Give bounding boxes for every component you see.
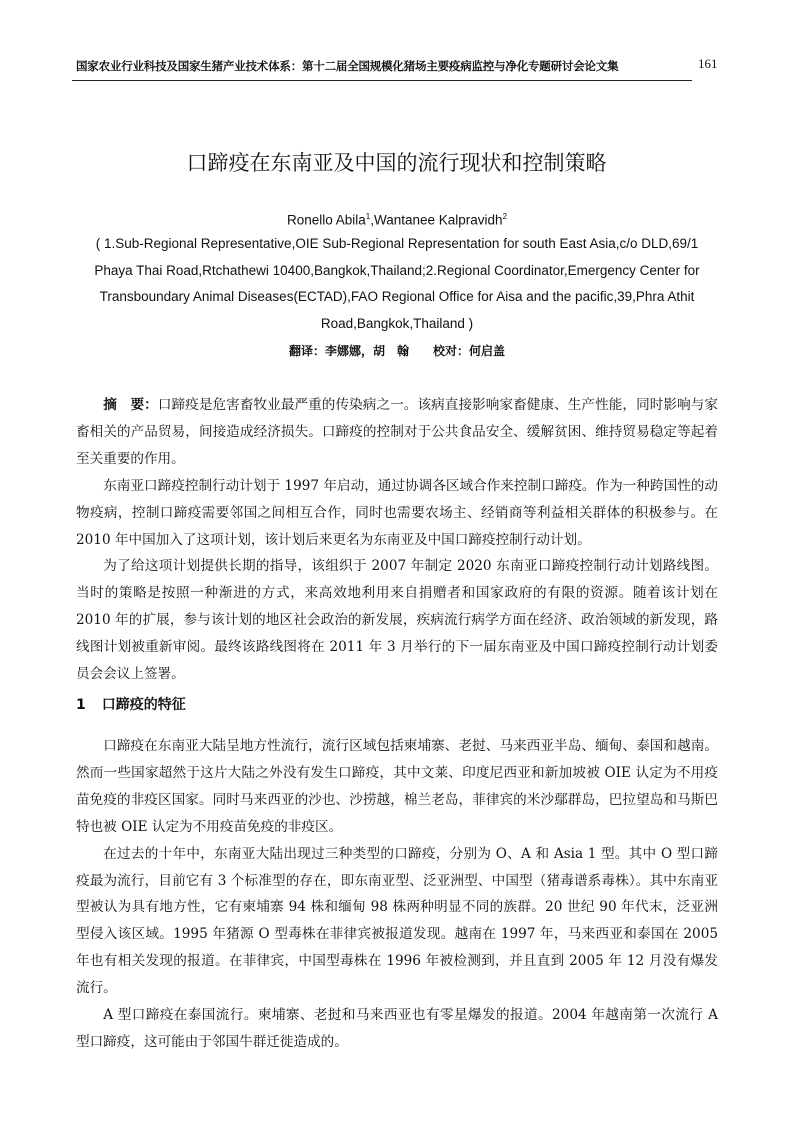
author-2-affil: 2 — [502, 212, 508, 221]
section-body — [76, 733, 718, 1056]
paragraph: 东南亚口蹄疫控制行动计划于 1997 年启动，通过协调各区域合作来控制口蹄疫。作为一种跨国性的动物疫病，控制口蹄疫需要邻国之间相互合作，同时也需要农场主、经销商等利益相关群体的积极参与。在 2010 年中国加入了这项计划，该计划后来更名为东南亚及中国口蹄疫控制行动计划。 — [76, 477, 718, 548]
abstract-paragraph — [76, 392, 718, 473]
paragraph: 在过去的十年中，东南亚大陆出现过三种类型的口蹄疫，分别为 O、A 和 Asia 1 型。其中 O 型口蹄疫最为流行，目前它有 3 个标准型的存在，即东南亚型、泛亚洲型、中国型（猪毒谱系毒株）。其中东南亚型被认为具有地方性，它有柬埔寨 94 株和缅甸 98 株两种明显不同的族群。20 世纪 90 年代末，泛亚洲型侵入该区域。1995 年猪源 O 型毒株在菲律宾被报道发现。越南在 1997 年，马来西亚和泰国在 2005 年也有相关发现的报道。在菲律宾，中国型毒株在 1996 年被检测到，并且直到 2005 年 12 月没有爆发流行。 — [76, 845, 718, 997]
paragraph: 口蹄疫在东南亚大陆呈地方性流行，流行区域包括柬埔寨、老挝、马来西亚半岛、缅甸、泰国和越南。然而一些国家超然于这片大陆之外没有发生口蹄疫，其中文莱、印度尼西亚和新加坡被 OIE 认定为不用疫苗免疫的非疫区国家。同时马来西亚的沙也、沙捞越，棉兰老岛，菲律宾的米沙鄢群岛，巴拉望岛和马斯巴特也被 OIE 认定为不用疫苗免疫的非疫区。 — [76, 738, 718, 835]
abstract-label: 摘 要： — [103, 397, 158, 413]
author-1: Ronello Abila — [286, 212, 366, 228]
affiliations: ( 1.Sub-Regional Representative,OIE Sub-Regional Representation for south East Asia,c/o DLD,69/1 Phaya Thai Road,Rtchathewi 10400,Bangkok,Thailand;2.Regional Coordinator,Emergency Center for Transboundary Animal Diseases(ECTAD),FAO Regional Office for Aisa and the pacific,39,Phra Athit Road,Bangkok,Thailand ) — [94, 236, 700, 332]
paragraph: 为了给这项计划提供长期的指导，该组织于 2007 年制定 2020 东南亚口蹄疫控制行动计划路线图。当时的策略是按照一种渐进的方式，来高效地利用来自捐赠者和国家政府的有限的资源。随着该计划在 2010 年的扩展，参与该计划的地区社会政治的新发展，疾病流行病学方面在经济、政治领域的新发现，路线图计划被重新审阅。最终该路线图将在 2011 年 3 月举行的下一届东南亚及中国口蹄疫控制行动计划委员会会议上签署。 — [76, 558, 718, 683]
author-1-affil: 1 — [365, 212, 371, 221]
page-number: 161 — [698, 56, 718, 71]
running-header: 国家农业行业科技及国家生猪产业技术体系：第十二届全国规模化猪场主要疫病监控与净化专题研讨会论文集 — [76, 59, 619, 73]
section-title: 口蹄疫的特征 — [101, 697, 186, 713]
paper-title: 口蹄疫在东南亚及中国的流行现状和控制策略 — [186, 151, 607, 175]
paragraph: A 型口蹄疫在泰国流行。柬埔寨、老挝和马来西亚也有零星爆发的报道。2004 年越南第一次流行 A 型口蹄疫，这可能由于邻国牛群迁徙造成的。 — [76, 1007, 718, 1050]
header-rule — [72, 80, 692, 81]
abstract-text: 口蹄疫是危害畜牧业最严重的传染病之一。该病直接影响家畜健康、生产性能，同时影响与家畜相关的产品贸易，间接造成经济损失。口蹄疫的控制对于公共食品安全、缓解贫困、维持贸易稳定等起着至关重要的作用。 — [76, 397, 718, 467]
author-separator: , — [370, 212, 374, 228]
author-line — [76, 204, 718, 234]
section-heading — [76, 694, 202, 714]
translators: 翻译：李娜娜，胡 翰 校对：何启盖 — [288, 344, 505, 358]
author-2: Wantanee Kalpravidh — [373, 212, 503, 228]
abstract — [76, 392, 718, 688]
section-number: 1 — [76, 697, 86, 713]
